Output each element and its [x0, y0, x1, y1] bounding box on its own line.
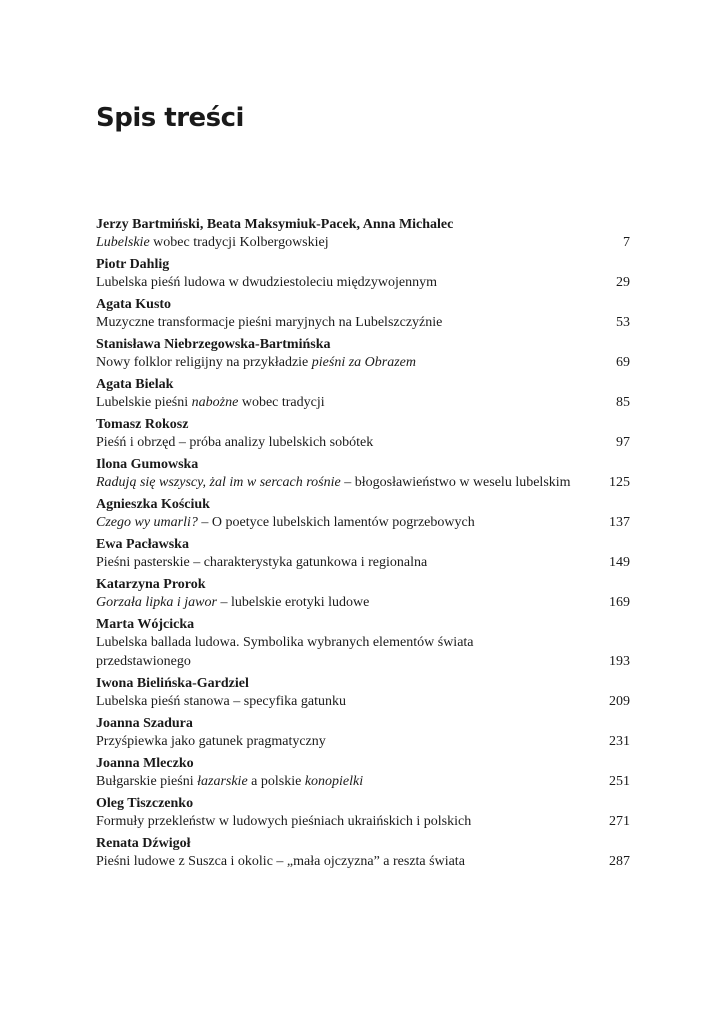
- toc-entry: [96, 616, 630, 671]
- toc-entry-title: Pieśni pasterskie – charakterystyka gatunkowa i regionalna: [96, 555, 430, 570]
- toc-entry-title: Radują się wszyscy, żal im w sercach rośnie – błogosławieństwo w weselu lubelskim: [96, 475, 574, 490]
- toc-entry-author: Joanna Szadura: [96, 716, 193, 731]
- toc-entry: [96, 715, 630, 751]
- toc-entry: [96, 256, 630, 292]
- toc-entry: [96, 296, 630, 332]
- toc-entry-author: Joanna Mleczko: [96, 756, 194, 771]
- page-title: Spis treści: [96, 103, 244, 133]
- toc-entry-author: Jerzy Bartmiński, Beata Maksymiuk-Pacek, Anna Michalec: [96, 217, 454, 232]
- toc-entry-title-line: [96, 593, 630, 612]
- toc-entry: [96, 675, 630, 711]
- toc-entry-author: Ewa Pacławska: [96, 537, 189, 552]
- toc-entry-title-line: [96, 852, 630, 871]
- toc-entry-title-line: [96, 553, 630, 572]
- toc-entry-page-number: 149: [609, 555, 630, 570]
- toc-entry: [96, 216, 630, 252]
- toc-entry-title: Lubelska ballada ludowa. Symbolika wybranych elementów świata: [96, 635, 477, 650]
- toc-entry-title: Lubelskie wobec tradycji Kolbergowskiej: [96, 235, 332, 250]
- toc-entry: [96, 755, 630, 791]
- toc-entry-author: Agnieszka Kościuk: [96, 497, 210, 512]
- toc-entry-author: Katarzyna Prorok: [96, 577, 206, 592]
- toc-entry-title-line: [96, 692, 630, 711]
- toc-entry-page-number: 287: [609, 854, 630, 869]
- toc-entry-title-line: [96, 772, 630, 791]
- toc-entry-title-line: [96, 652, 630, 671]
- toc-entry-title-line: [96, 353, 630, 372]
- toc-entry-page-number: 271: [609, 814, 630, 829]
- toc-entry-page-number: 193: [609, 654, 630, 669]
- toc-entry: [96, 795, 630, 831]
- toc-entry-page-number: 97: [616, 435, 630, 450]
- toc-entry: [96, 456, 630, 492]
- toc-entry: [96, 376, 630, 412]
- toc-entry-author: Stanisława Niebrzegowska-Bartmińska: [96, 337, 331, 352]
- toc-entry-page-number: 85: [616, 395, 630, 410]
- toc-entry-author: Marta Wójcicka: [96, 617, 195, 632]
- toc-entry-title-line: [96, 233, 630, 252]
- toc-entry: [96, 835, 630, 871]
- toc-entry-title: Czego wy umarli? – O poetyce lubelskich lamentów pogrzebowych: [96, 515, 478, 530]
- toc-entry-title: Muzyczne transformacje pieśni maryjnych na Lubelszczyźnie: [96, 315, 445, 330]
- toc-entry-author: Ilona Gumowska: [96, 457, 199, 472]
- toc-entry-page-number: 169: [609, 595, 630, 610]
- toc-entry-title-line: [96, 393, 630, 412]
- toc-entry-author: Tomasz Rokosz: [96, 417, 189, 432]
- toc-entry-page-number: 69: [616, 355, 630, 370]
- table-of-contents: [96, 216, 630, 875]
- toc-entry-title: przedstawionego: [96, 654, 194, 669]
- toc-entry-title-line: [96, 433, 630, 452]
- toc-entry-title: Pieśni ludowe z Suszca i okolic – „mała ojczyzna” a reszta świata: [96, 854, 468, 869]
- toc-entry-author: Oleg Tiszczenko: [96, 796, 194, 811]
- toc-entry-author: Piotr Dahlig: [96, 257, 170, 272]
- toc-entry-title-line: [96, 633, 630, 652]
- toc-entry-author: Renata Dźwigoł: [96, 836, 191, 851]
- toc-entry-page-number: 209: [609, 694, 630, 709]
- toc-entry-title-line: [96, 273, 630, 292]
- toc-entry: [96, 496, 630, 532]
- toc-entry-author: Iwona Bielińska-Gardziel: [96, 676, 249, 691]
- toc-entry-page-number: 137: [609, 515, 630, 530]
- toc-entry-page-number: 7: [623, 235, 630, 250]
- toc-entry-author: Agata Kusto: [96, 297, 172, 312]
- toc-entry: [96, 536, 630, 572]
- toc-entry-title-line: [96, 812, 630, 831]
- toc-entry-title: Formuły przekleństw w ludowych pieśniach ukraińskich i polskich: [96, 814, 474, 829]
- toc-entry-page-number: 251: [609, 774, 630, 789]
- toc-entry-title: Bułgarskie pieśni łazarskie a polskie konopielki: [96, 774, 366, 789]
- toc-entry-title: Nowy folklor religijny na przykładzie pieśni za Obrazem: [96, 355, 419, 370]
- toc-entry-title: Lubelska pieśń stanowa – specyfika gatunku: [96, 694, 349, 709]
- toc-entry: [96, 336, 630, 372]
- toc-entry-author: Agata Bielak: [96, 377, 174, 392]
- toc-entry-title-line: [96, 513, 630, 532]
- toc-entry-title-line: [96, 473, 630, 492]
- toc-entry-title: Przyśpiewka jako gatunek pragmatyczny: [96, 734, 329, 749]
- toc-entry-title-line: [96, 313, 630, 332]
- toc-entry-title: Lubelskie pieśni nabożne wobec tradycji: [96, 395, 328, 410]
- toc-entry-title-line: [96, 732, 630, 751]
- toc-entry-page-number: 53: [616, 315, 630, 330]
- toc-entry-title: Pieśń i obrzęd – próba analizy lubelskich sobótek: [96, 435, 376, 450]
- toc-entry-page-number: 125: [609, 475, 630, 490]
- toc-entry-page-number: 231: [609, 734, 630, 749]
- toc-entry: [96, 576, 630, 612]
- toc-entry-title: Lubelska pieśń ludowa w dwudziestoleciu międzywojennym: [96, 275, 440, 290]
- toc-entry-title: Gorzała lipka i jawor – lubelskie erotyki ludowe: [96, 595, 372, 610]
- toc-entry: [96, 416, 630, 452]
- toc-entry-page-number: 29: [616, 275, 630, 290]
